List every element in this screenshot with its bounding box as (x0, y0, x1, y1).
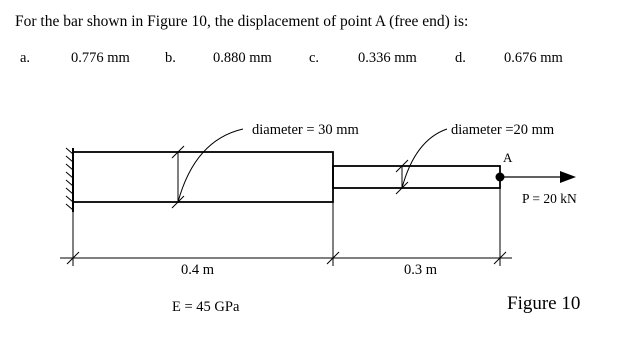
diameter-marker-small (396, 129, 447, 194)
option-c-value: 0.336 mm (358, 50, 417, 66)
length-label-2: 0.3 m (404, 262, 438, 278)
option-a-value: 0.776 mm (71, 50, 130, 66)
option-c-letter: c. (309, 50, 320, 66)
diameter-label-small: diameter =20 mm (451, 122, 555, 138)
option-b-value: 0.880 mm (213, 50, 272, 66)
load-label: P = 20 kN (522, 191, 577, 206)
load-arrow-head (560, 171, 576, 183)
length-label-1: 0.4 m (181, 262, 215, 278)
bar-section-small (333, 166, 500, 188)
point-a-dot (496, 173, 505, 182)
diameter-marker-large (172, 129, 243, 208)
question-text: For the bar shown in Figure 10, the displacement of point A (free end) is: (15, 13, 469, 30)
bar-section-large (73, 152, 333, 202)
modulus-label: E = 45 GPa (172, 299, 240, 315)
diameter-label-large: diameter = 30 mm (252, 122, 359, 138)
wall-hatching (66, 148, 73, 210)
option-b-letter: b. (165, 50, 176, 66)
option-a-letter: a. (20, 50, 31, 66)
point-a-label: A (503, 150, 513, 165)
option-d-letter: d. (455, 50, 466, 66)
figure-caption: Figure 10 (507, 293, 581, 314)
option-d-value: 0.676 mm (504, 50, 563, 66)
